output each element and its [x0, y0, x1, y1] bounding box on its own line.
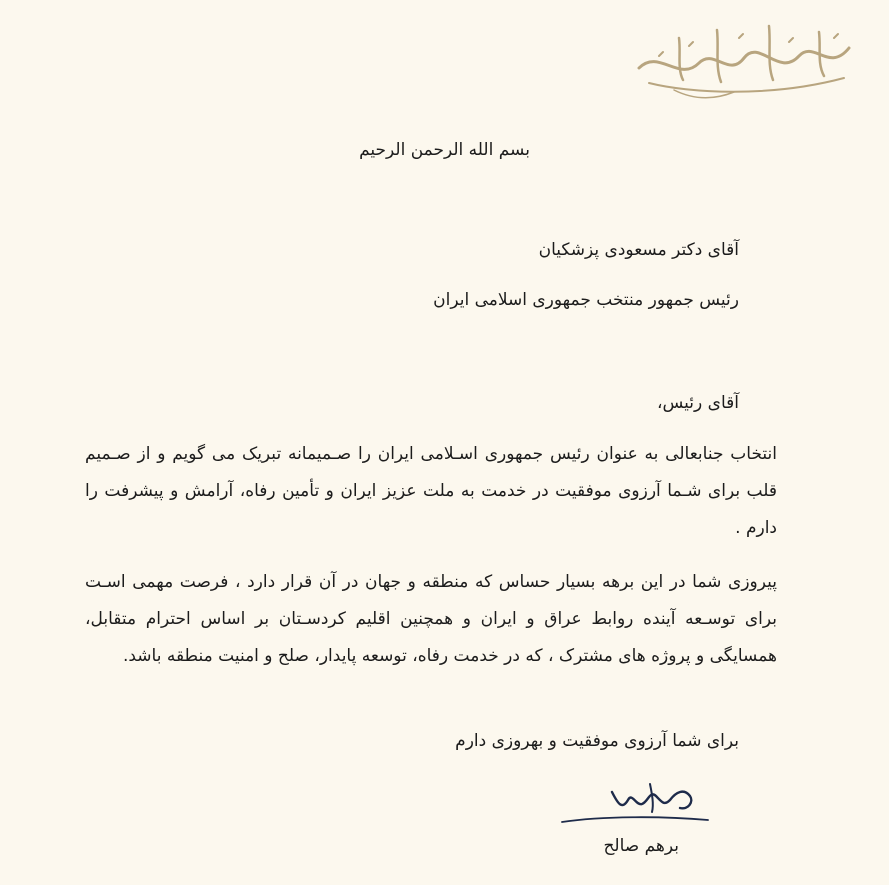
letterhead-calligraphy-logo — [619, 8, 869, 108]
signer-name: برهم صالح — [603, 836, 679, 856]
recipient-title: رئیس جمهور منتخب جمهوری اسلامی ایران — [433, 290, 739, 310]
letter-paragraph-1: انتخاب جنابعالی به عنوان رئیس جمهوری اسـلامی ایران را صـمیمانه تبریک می گویم و از صـمیم قلب برای شـما آرزوی موفقیت در خدمت به ملت عزیز ایران و تأمین رفاه، آرامش و پیشرفت را دارم . — [85, 444, 777, 538]
letterhead-calligraphy — [619, 8, 869, 108]
handwritten-signature — [552, 770, 712, 840]
salutation: آقای رئیس، — [657, 393, 739, 413]
recipient-name: آقای دکتر مسعودی پزشکیان — [538, 240, 739, 260]
signature-icon — [552, 770, 712, 840]
closing-line: برای شما آرزوی موفقیت و بهروزی دارم — [455, 731, 739, 751]
basmala: بسم الله الرحمن الرحیم — [359, 140, 530, 160]
letter-paragraph-2: پیروزی شما در این برهه بسیار حساس که منطقه و جهان در آن قرار دارد ، فرصت مهمی اسـت برای توسـعه آینده روابط عراق و ایران و همچنین اقلیم کردسـتان بر اساس احترام متقابل، همسایگی و پروژه های مشترک ، که در خدمت رفاه، توسعه پایدار، صلح و امنیت منطقه باشد. — [85, 572, 777, 666]
